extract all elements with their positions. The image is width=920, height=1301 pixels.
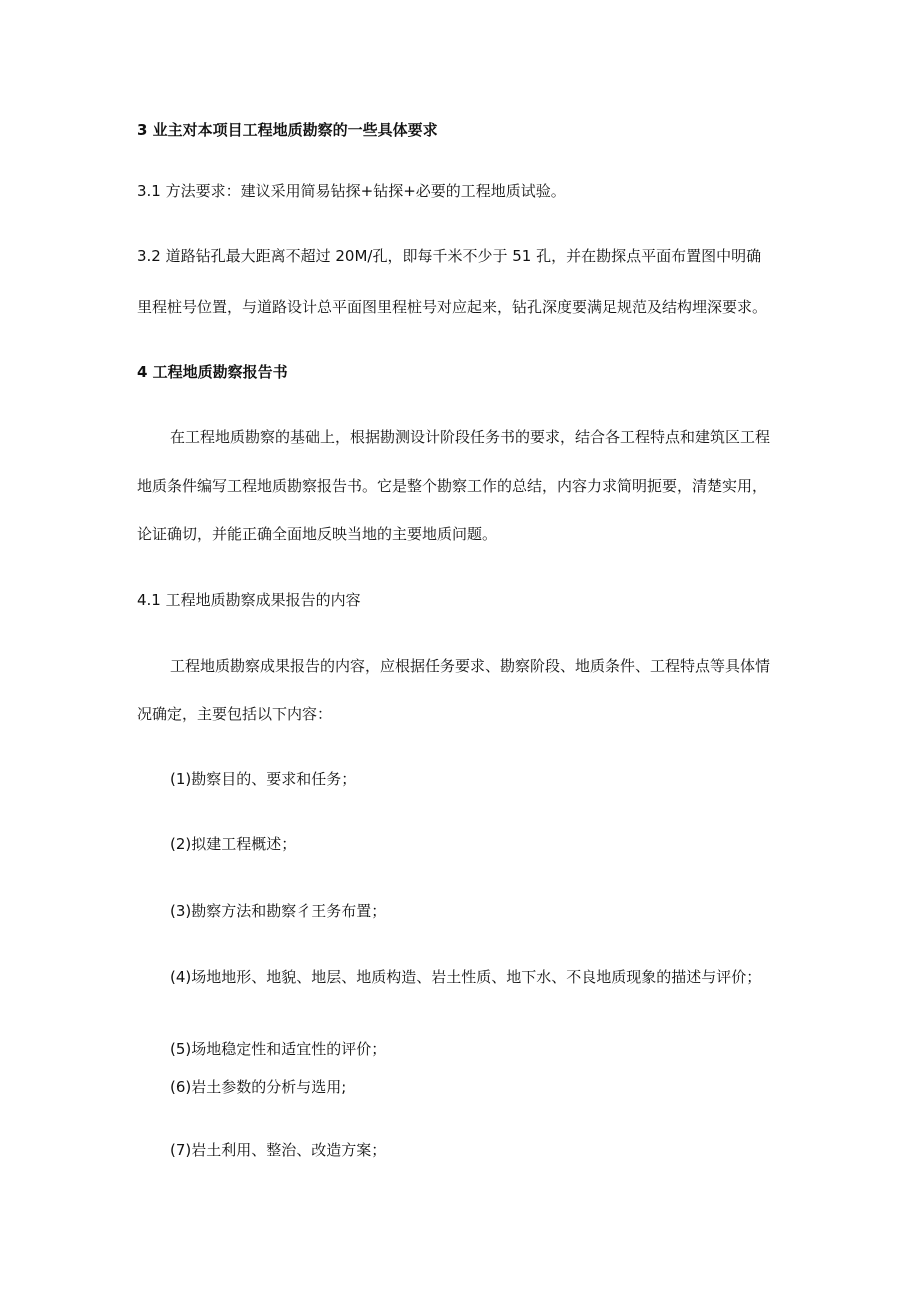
section-4-1-para-line-1: 工程地质勘察成果报告的内容，应根据任务要求、勘察阶段、地质条件、工程特点等具体情	[170, 657, 771, 675]
section-3-1-text: 3.1 方法要求：建议采用简易钻探+钻探+必要的工程地质试验。	[137, 182, 566, 200]
section-4-para-line-2: 地质条件编写工程地质勘察报告书。它是整个勘察工作的总结，内容力求简明扼要，清楚实用，	[137, 477, 768, 495]
list-item: (7)岩土利用、整治、改造方案；	[170, 1141, 387, 1159]
list-item: (1)勘察目的、要求和任务；	[170, 770, 357, 788]
list-item: (4)场地地形、地貌、地层、地质构造、岩土性质、地下水、不良地质现象的描述与评价；	[170, 968, 762, 986]
list-item: (2)拟建工程概述；	[170, 835, 297, 853]
section-4-para-line-1: 在工程地质勘察的基础上，根据勘测设计阶段任务书的要求，结合各工程特点和建筑区工程	[170, 428, 771, 446]
list-item: (6)岩土参数的分析与选用;	[170, 1078, 347, 1096]
section-4-heading: 4 工程地质勘察报告书	[137, 363, 288, 381]
list-item: (5)场地稳定性和适宜性的评价；	[170, 1040, 387, 1058]
section-3-2-line-2: 里程桩号位置，与道路设计总平面图里程桩号对应起来，钻孔深度要满足规范及结构埋深要求。	[137, 298, 768, 316]
list-item: (3)勘察方法和勘察彳王务布置；	[170, 902, 387, 920]
section-4-1-para-line-2: 况确定，主要包括以下内容：	[137, 705, 333, 723]
section-4-para-line-3: 论证确切，并能正确全面地反映当地的主要地质问题。	[137, 525, 498, 543]
section-4-1-heading: 4.1 工程地质勘察成果报告的内容	[137, 591, 361, 609]
section-3-heading: 3 业主对本项目工程地质勘察的一些具体要求	[137, 121, 438, 139]
section-3-2-line-1: 3.2 道路钻孔最大距离不超过 20M/孔，即每千米不少于 51 孔，并在勘探点平面布置图中明确	[137, 247, 762, 265]
